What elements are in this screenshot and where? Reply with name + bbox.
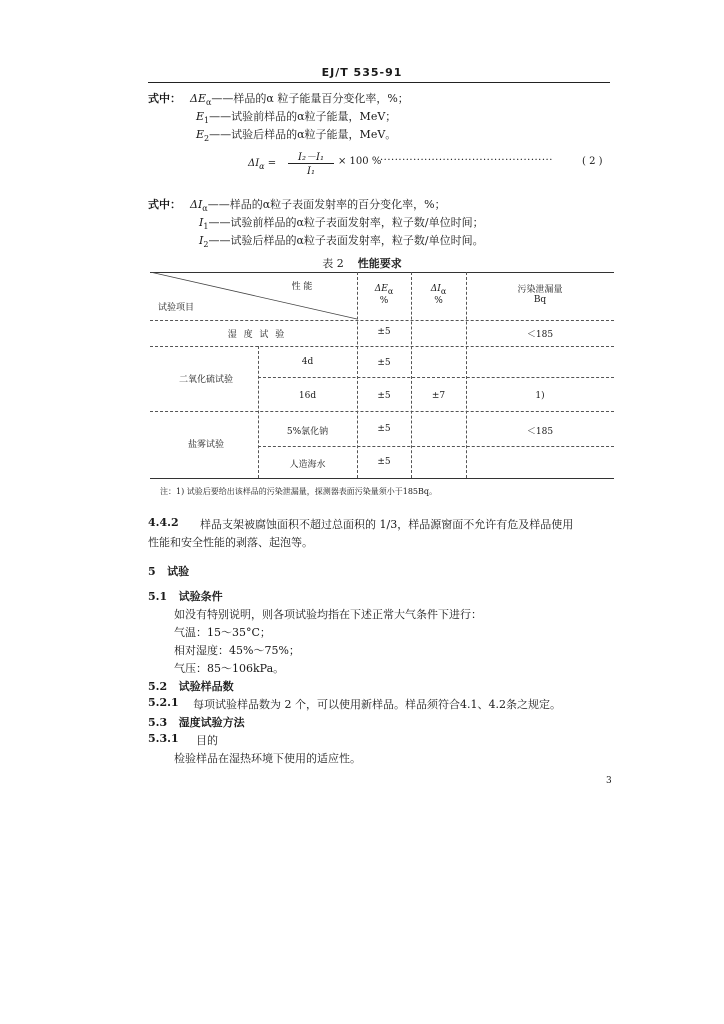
header-leakage: 污染泄漏量 Bq [517, 285, 563, 305]
table-cell-leak: ＜185 [526, 427, 554, 437]
table-bottom-border [150, 478, 614, 479]
table-header-border [150, 320, 614, 321]
table-row-sub: 5%氯化钠 [286, 427, 329, 437]
table-cell-leak: 1) [535, 391, 545, 401]
header-diag-top: 性 能 [291, 282, 313, 292]
formula-multiplier: × 100 % [338, 156, 382, 167]
formula-denominator: I₁ [307, 166, 315, 177]
table-note: 注：1) 试验后要给出该样品的污染泄漏量，探测器表面污染量须小于185Bq。 [160, 487, 438, 496]
section-531-number: 5.3.1 [148, 732, 179, 745]
table-cell-de: ±5 [377, 391, 391, 401]
section-531-title: 目的 [196, 734, 218, 747]
formula-numerator: I₂－I₁ [298, 152, 324, 163]
table-cell-de: ±5 [377, 457, 391, 467]
def1-item: $E_1——$试验前样品的α粒子能量，MeV； [196, 110, 397, 126]
header-delta-i: $\Delta I_\alpha$ % [430, 284, 447, 306]
condition-pressure: 气压：85～106kPa。 [174, 662, 285, 675]
table-cell-di: ±7 [431, 391, 446, 401]
def2-prefix: 式中： [148, 198, 181, 211]
para-442-line2: 性能和安全性能的剥落、起泡等。 [148, 536, 313, 549]
table-row-group: 盐雾试验 [187, 440, 224, 450]
formula-leader-dots: ··············································· [380, 155, 553, 166]
def2-item: $\Delta I_\alpha——$样品的α粒子表面发射率的百分变化率，%； [190, 198, 446, 214]
table-caption: 表 2 性能要求 [322, 257, 402, 270]
formula-lhs: $\Delta I_\alpha$ = [248, 158, 277, 171]
page-number: 3 [606, 776, 612, 786]
para-442-number: 4.4.2 [148, 516, 179, 529]
table-row-divider [150, 346, 614, 347]
section-531-text: 检验样品在湿热环境下使用的适应性。 [174, 752, 361, 765]
table-cell-de: ±5 [377, 327, 391, 337]
section-5-heading: 5 试验 [148, 565, 190, 578]
table-row-group: 湿 度 试 验 [227, 330, 287, 340]
table-cell-de: ±5 [377, 358, 391, 368]
def2-item: $I_2——$试验后样品的α粒子表面发射率，粒子数/单位时间。 [199, 234, 484, 250]
def1-item: $E_2——$试验后样品的α粒子能量，MeV。 [196, 128, 397, 144]
table-row-divider [258, 446, 614, 447]
condition-humidity: 相对湿度：45%～75%； [174, 644, 300, 657]
section-51-heading: 5.1 试验条件 [148, 590, 223, 603]
section-52-heading: 5.2 试验样品数 [148, 680, 234, 693]
section-53-heading: 5.3 湿度试验方法 [148, 716, 245, 729]
table-cell-leak: ＜185 [526, 330, 554, 340]
table-row-divider [150, 411, 614, 412]
section-51-intro: 如没有特别说明，则各项试验均指在下述正常大气条件下进行： [174, 608, 482, 621]
def1-prefix: 式中： [148, 92, 181, 105]
table-row-sub: 人造海水 [289, 460, 326, 470]
fraction-bar [288, 163, 334, 164]
table-row-divider [258, 377, 614, 378]
formula-number: ( 2 ) [582, 156, 603, 167]
table-row-sub: 4d [301, 357, 314, 367]
table-row-sub: 16d [298, 391, 317, 401]
section-521-text: 每项试验样品数为 2 个，可以使用新样品。样品须符合4.1、4.2条之规定。 [193, 698, 561, 711]
header-rule [148, 82, 610, 83]
section-521-number: 5.2.1 [148, 696, 179, 709]
table-cell-de: ±5 [377, 424, 391, 434]
condition-temperature: 气温：15～35°C； [174, 626, 271, 639]
table-row-group: 二氧化硫试验 [178, 375, 233, 385]
header-delta-e: $\Delta E_\alpha$ % [374, 284, 394, 306]
def2-item: $I_1——$试验前样品的α粒子表面发射率，粒子数/单位时间； [199, 216, 484, 232]
def1-item: $\Delta E_\alpha——$样品的α 粒子能量百分变化率，%； [190, 92, 409, 108]
para-442-line1: 样品支架被腐蚀面积不超过总面积的 1/3，样品源窗面不允许有危及样品使用 [200, 518, 574, 531]
header-diag-bottom: 试验项目 [158, 303, 195, 313]
document-code-header: EJ/T 535-91 [321, 66, 403, 79]
